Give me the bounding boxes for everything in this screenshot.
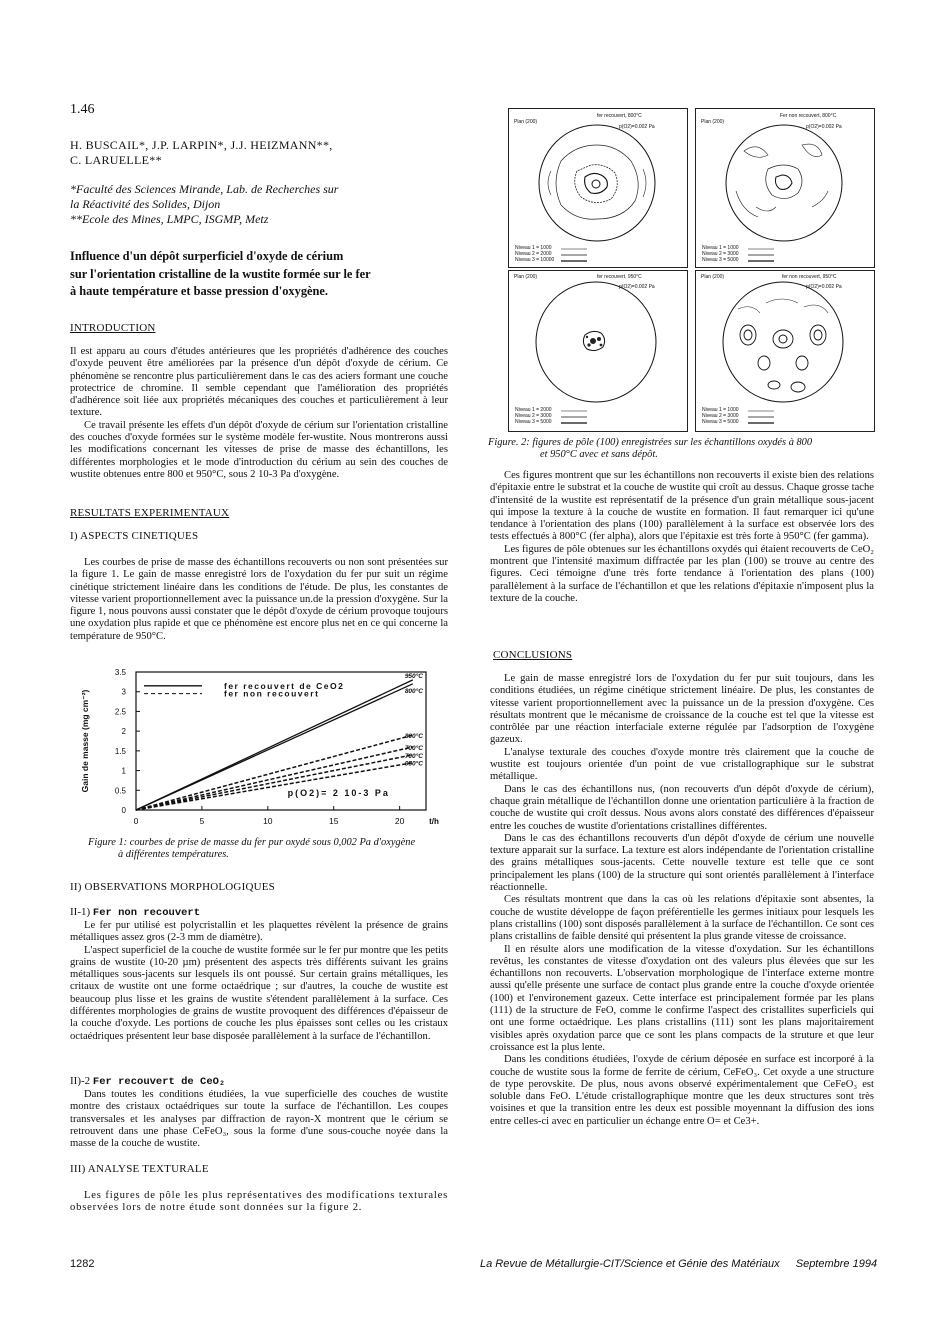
section-2-1-paragraph-1: Le fer pur utilisé est polycristallin et les plaquettes révèlent la présence de grains métalliques assez gros (2-3 mm de diamètre).	[70, 920, 448, 944]
panel-2-level-3: Niveau 3 = 5000	[702, 257, 739, 263]
panel-1-level-1: Niveau 1 = 1000	[515, 245, 552, 251]
page-number: 1282	[70, 1258, 95, 1270]
panel-3-levels	[515, 407, 552, 425]
intro-paragraph-2: Ce travail présente les effets d'un dépôt d'oxyde de cérium sur l'orientation cristalline des couches d'oxyde formées sur le système modèle fer-wustite. Nous montrerons aussi les modifications concernant les vitesses de prise de masse des échantillons, les différentes morphologies et le mode d'introduction du cérium au sein des couches de wustite obtenues entre 800 et 950°C, sous 2 10-3 Pa d'oxygène.	[70, 419, 448, 480]
series-line-6	[136, 763, 413, 810]
figure-2-caption-line2: et 950°C avec et sans dépôt.	[540, 449, 658, 461]
conclusions-paragraph-2: L'analyse texturale des couches d'oxyde montre très clairement que la couche de wustite est toujours orientée d'un point de vue cristallographique sur le substrat métallique.	[490, 746, 874, 783]
pole-figure-panel-3	[508, 270, 688, 432]
affiliation-1-line1: *Faculté des Sciences Mirande, Lab. de Recherches sur	[70, 182, 339, 196]
panel-2-level-keys	[746, 246, 776, 264]
figure-1-caption	[88, 837, 448, 862]
x-tick-label: 15	[328, 816, 339, 826]
y-tick-label: 2	[121, 727, 126, 737]
section-2-1-heading	[70, 906, 200, 919]
y-tick-label: 3	[121, 687, 126, 697]
conclusions-paragraph-7: Dans les conditions étudiées, l'oxyde de cérium déposée en surface est incorporé à la couche de wustite sous la forme de ferrite de cérium, CeFeO₃. Cet oxyde a une structure de type perovskite. De plus, nous avons observé expérimentalement que CeFeO₃ est soluble dans FeO. L'étude cristallographique montre que les deux structures sont très voisines et que la transition entre les deux est possible moyennant la diffusion des ions entre celles-ci avec en particulier un échange entre O= et Ce3+.	[490, 1054, 874, 1127]
figure-2-discussion	[490, 470, 874, 605]
x-tick-label: 20	[394, 816, 405, 826]
authors	[70, 138, 333, 168]
pole-figure-panel-2	[695, 108, 875, 268]
y-tick-label: 1	[121, 766, 126, 776]
discussion-paragraph-1: Ces figures montrent que sur les échantillons non recouverts il existe bien des relations d'épitaxie entre le substrat et la couche de wustite qui croît au dessus. Chaque grosse tache d'intensité de la wustite est représentatif de la présence d'un grain métallique sous-jacent qui impose la texture à la couche de wustite en formation. Il faut remarquer ici qu'une tendance à l'orientation des plans (100) parallèlement à la surface est observée lors des tests effectués à 800°C (fer alpha), alors que l'épitaxie est très forte à 950°C (fer gamma).	[490, 470, 874, 543]
section-2-1-number: II-1)	[70, 906, 91, 918]
section-2-2-number: II)-2	[70, 1075, 91, 1087]
panel-1-pole-plot	[531, 121, 663, 245]
section-3-heading: III) ANALYSE TEXTURALE	[70, 1163, 209, 1175]
section-2-1-title: Fer non recouvert	[92, 907, 201, 919]
authors-line1: H. BUSCAIL*, J.P. LARPIN*, J.J. HEIZMANN**,	[70, 138, 333, 152]
section-3-paragraph: Les figures de pôle les plus représentatives des modifications texturales observées lors de notre étude sont données sur la figure 2.	[70, 1190, 448, 1214]
panel-3-pressure: p(O2)=0.002 Pa	[619, 284, 655, 290]
conclusions-paragraph-6: Il en résulte alors une modification de la vitesse d'oxydation. Sur les échantillons revêtus, les constantes de vitesse d'oxydation ont des valeurs plus élevées que sur les échantillons non recouverts. L'observation morphologique de l'interface externe montre aussi qu'elle présente une surface de contact plus grande entre la couche d'oxyde orientée (100) et l'environement gazeux. Cette interface est principalement formée par les plans (111) de la structure de FeO, comme le confirme l'aspect des cristallites superficiels qui ont une forme octaédrique. Les plans cristallins (111) sont les plans majoritairement visibles après oxydation parce que ce sont les plans compacts de la struture et que leur croissance est la plus lente.	[490, 943, 874, 1053]
section-2-2-title: Fer recouvert de CeO₂	[92, 1076, 226, 1088]
panel-1-level-3: Niveau 3 = 10000	[515, 257, 555, 263]
legend-label-uncoated: fer non recouvert	[224, 688, 320, 699]
series-line-5	[136, 755, 413, 810]
panel-1-pressure: p(O2)=0.002 Pa	[619, 124, 655, 130]
panel-3-condition: fer recouvert, 950°C	[597, 274, 642, 280]
panel-4-level-2: Niveau 2 = 3000	[702, 413, 739, 419]
panel-4-condition: fer non recouvert, 950°C	[782, 274, 837, 280]
series-label-6: 950°C	[404, 760, 423, 768]
panel-1-levels	[515, 245, 554, 263]
panel-3-level-2: Niveau 2 = 3000	[515, 413, 552, 419]
panel-3-pole-plot	[529, 279, 663, 405]
series-label-3: 800°C	[404, 733, 423, 741]
section-1-body	[70, 557, 448, 643]
panel-4-pole-plot	[716, 279, 850, 405]
introduction-body	[70, 346, 448, 481]
panel-4-pressure: p(O2)=0.002 Pa	[806, 284, 842, 290]
panel-2-pressure: p(O2)=0.002 Pa	[806, 124, 842, 130]
section-2-1-body	[70, 920, 448, 1043]
panel-2-levels	[702, 245, 739, 263]
panel-2-pole-plot	[718, 121, 850, 245]
intro-paragraph-1: Il est apparu au cours d'études antérieures que les propriétés d'adhérence des couches d'oxyde peuvent être améliorées par la présence d'un dépôt d'oxyde de cérium. Ce phénomène se rencontre plus particulièrement dans le cas des aciers formant une couche protectrice de chromine. Il semble cependant que l'amélioration des propriétés d'adhérence soit liée aux propriétés mécaniques des couches et particulièrement à leur texture.	[70, 346, 448, 419]
pressure-annotation: p(O2)= 2 10-3 Pa	[287, 788, 390, 799]
x-tick-label: 5	[199, 816, 205, 826]
x-tick-label: 0	[133, 816, 139, 826]
figure-1-chart	[70, 660, 448, 832]
panel-3-plan: Plan (200)	[514, 274, 538, 280]
journal-name: La Revue de Métallurgie-CIT/Science et Génie des Matériaux	[480, 1258, 780, 1270]
conclusions-paragraph-5: Ces résultats montrent que dans la cas où les relations d'épitaxie sont absentes, la couche de wustite développe de façon préférentielle les germes initiaux pour lesquels les plans cristallins (100) sont disposés parallèlement à la surface de l'échantillon. Ce sont ces plans cristallins de faible densité qui présentent la plus grande vitesse de croissance.	[490, 894, 874, 943]
panel-1-level-keys	[559, 246, 589, 264]
section-3-body	[70, 1190, 448, 1215]
panel-4-plan: Plan (200)	[701, 274, 725, 280]
figure-2-caption	[488, 437, 873, 462]
panel-1-level-2: Niveau 2 = 2000	[515, 251, 552, 257]
conclusions-body	[490, 673, 874, 1128]
series-label-2: 800°C	[404, 687, 423, 695]
title-line2: sur l'orientation cristalline de la wustite formée sur le fer	[70, 266, 371, 281]
section-2-2-paragraph: Dans toutes les conditions étudiées, la vue superficielle des couches de wustite montre des cristaux octaédriques sur toute la surface de l'échantillon. Les coupes transversales et les analyses par diffraction de rayon-X montrent que le cérium se retrouvent dans une phase CeFeO₃, sous la forme d'une sous-couche noyée dans la masse de la couche de wustite.	[70, 1089, 448, 1150]
panel-4-level-1: Niveau 1 = 1000	[702, 407, 739, 413]
series-label-4: 700°C	[404, 744, 423, 752]
section-2-1-paragraph-2: L'aspect superficiel de la couche de wustite formée sur le fer pur montre que les petits grains de wustite (10-20 µm) présentent des aspects très différents suivant les grains métalliques sous-jacents sur lesquels ils ont poussé. Sur certain grains métalliques, les critaux de wustite ont une forme octaédrique ; sur d'autres, la couche de wustite est beaucoup plus lisse et les grains de wustite s'étendent parallèlement à la surface. Ces différentes morphologies de grains de wustite provoquent des différences d'épaisseur de la couche d'oxyde. Les portions de couche les plus épaisses sont celles ou les cristaux octaédriques présentent leur base disposée parallèlement à la surface de l'échantillon.	[70, 944, 449, 1042]
panel-4-level-3: Niveau 3 = 5000	[702, 419, 739, 425]
authors-line2: C. LARUELLE**	[70, 153, 162, 167]
conclusions-heading: CONCLUSIONS	[493, 649, 573, 661]
issue-date: Septembre 1994	[795, 1258, 878, 1270]
conclusions-paragraph-1: Le gain de masse enregistré lors de l'oxydation du fer pur suit toujours, dans les conditions étudiées, un régime cinétique strictement linéaire. De plus, les constantes de vitesse varient proportionnellement avec la puissance un de la pression d'oxygène. Ces résultats montrent que le mécanisme de croissance de la couche est tel que la vitesse est contrôlée par une réaction interfaciale externe régulée par l'adsorption de l'oxygène gazeux.	[490, 673, 874, 746]
y-tick-label: 2.5	[114, 707, 126, 717]
panel-1-condition: fer recouvert, 800°C	[597, 113, 642, 119]
panel-4-levels	[702, 407, 739, 425]
y-tick-label: 3.5	[114, 668, 126, 677]
pole-figure-panel-4	[695, 270, 875, 432]
article-title	[70, 248, 371, 301]
panel-2-level-2: Niveau 2 = 3000	[702, 251, 739, 257]
panel-3-level-1: Niveau 1 = 2000	[515, 407, 552, 413]
y-tick-label: 1.5	[114, 746, 126, 756]
introduction-heading: INTRODUCTION	[70, 322, 156, 334]
affiliation-1-line2: la Réactivité des Solides, Dijon	[70, 197, 221, 211]
section-2-heading: II) OBSERVATIONS MORPHOLOGIQUES	[70, 881, 275, 893]
conclusions-paragraph-4: Dans le cas des échantillons recouverts d'un dépôt d'oxyde de cérium une nouvelle texture apparait sur la surface. La texture est alors indépendante de l'orientation cristalline des grains métalliques sous-jacents. Cette nouvelle texture est telle que ce sont principalement les plans (100) de la structure qui sont orientés parallèlement à l'interface réactionnelle.	[490, 832, 874, 894]
discussion-paragraph-2: Les figures de pôle obtenues sur les échantillons oxydés qui étaient recouverts de CeO₂ montrent que l'intensité maximum diffractée par les plan (100) se trouve au centre des figures. Ceci témoigne d'une très forte tendance à l'orientation des plans (100) parallèlement à la surface de l'échantillon et que les relations d'épitaxie n'imposent plus la texture de la couche.	[490, 543, 874, 604]
figure-2-pole-figures	[508, 108, 873, 433]
affiliation-2: **Ecole des Mines, LMPC, ISGMP, Metz	[70, 212, 269, 226]
figure-1-caption-line1: Figure 1: courbes de prise de masse du fer pur oxydé sous 0,002 Pa d'oxygène	[88, 837, 416, 848]
x-tick-label: 10	[263, 816, 273, 826]
panel-2-level-1: Niveau 1 = 1000	[702, 245, 739, 251]
conclusions-paragraph-3: Dans le cas des échantillons nus, (non recouverts d'un dépôt d'oxyde de cérium), chaque grain métallique de l'échantillon donne une orientation particulière à la fraction de couche de wustite qui croît dessus. Nous avons alors constaté des différences d'épaisseur entre les couches de wustite d'orientations cristallines différentes.	[490, 783, 874, 832]
y-tick-label: 0.5	[114, 786, 126, 796]
panel-3-level-3: Niveau 3 = 5000	[515, 419, 552, 425]
article-number: 1.46	[70, 102, 95, 117]
series-label-1: 950°C	[404, 672, 423, 680]
section-1-heading: I) ASPECTS CINETIQUES	[70, 530, 199, 542]
panel-4-level-keys	[746, 408, 776, 426]
legend-label-coated: fer recouvert de CeO2	[224, 680, 345, 691]
title-line3: à haute température et basse pression d'oxygène.	[70, 284, 329, 298]
title-line1: Influence d'un dépôt surperficiel d'oxyde de cérium	[70, 249, 344, 263]
figure-2-caption-line1: Figure. 2: figures de pôle (100) enregistrées sur les échantillons oxydés à 800	[488, 437, 813, 448]
section-2-2-heading	[70, 1075, 225, 1088]
results-heading: RESULTATS EXPERIMENTAUX	[70, 507, 230, 519]
panel-2-condition: Fer non recouvert, 800°C	[780, 113, 837, 119]
panel-3-level-keys	[559, 408, 589, 426]
panel-1-plan: Plan (200)	[514, 119, 538, 125]
section-2-2-body	[70, 1089, 448, 1150]
affiliations	[70, 182, 338, 227]
footer-journal	[480, 1258, 877, 1270]
pole-figure-panel-1	[508, 108, 688, 268]
x-axis-label: t/h	[429, 817, 439, 826]
y-axis-label: Gain de masse (mg cm⁻²)	[80, 689, 90, 793]
section-1-paragraph: Les courbes de prise de masse des échantillons recouverts ou non sont présentées sur la figure 1. Le gain de masse enregistré lors de l'oxydation du fer pur suit un régime cinétique strictement linéaire dans les conditions de l'étude. De plus, les constantes de vitesse varient proportionnellement avec la puissance un.de la pression d'oxygène. Sur la figure 1, nous pouvons aussi constater que le dépôt d'oxyde de cérium provoque toujours une oxydation plus rapide et que ce phénomène est encore plus net en ce qui concerne la température de 950°C.	[70, 557, 448, 642]
figure-1-caption-line2: à différentes températures.	[118, 849, 229, 861]
series-line-4	[136, 747, 413, 810]
panel-2-plan: Plan (200)	[701, 119, 725, 125]
y-tick-label: 0	[121, 806, 126, 815]
series-label-5: 700°C	[404, 752, 423, 760]
